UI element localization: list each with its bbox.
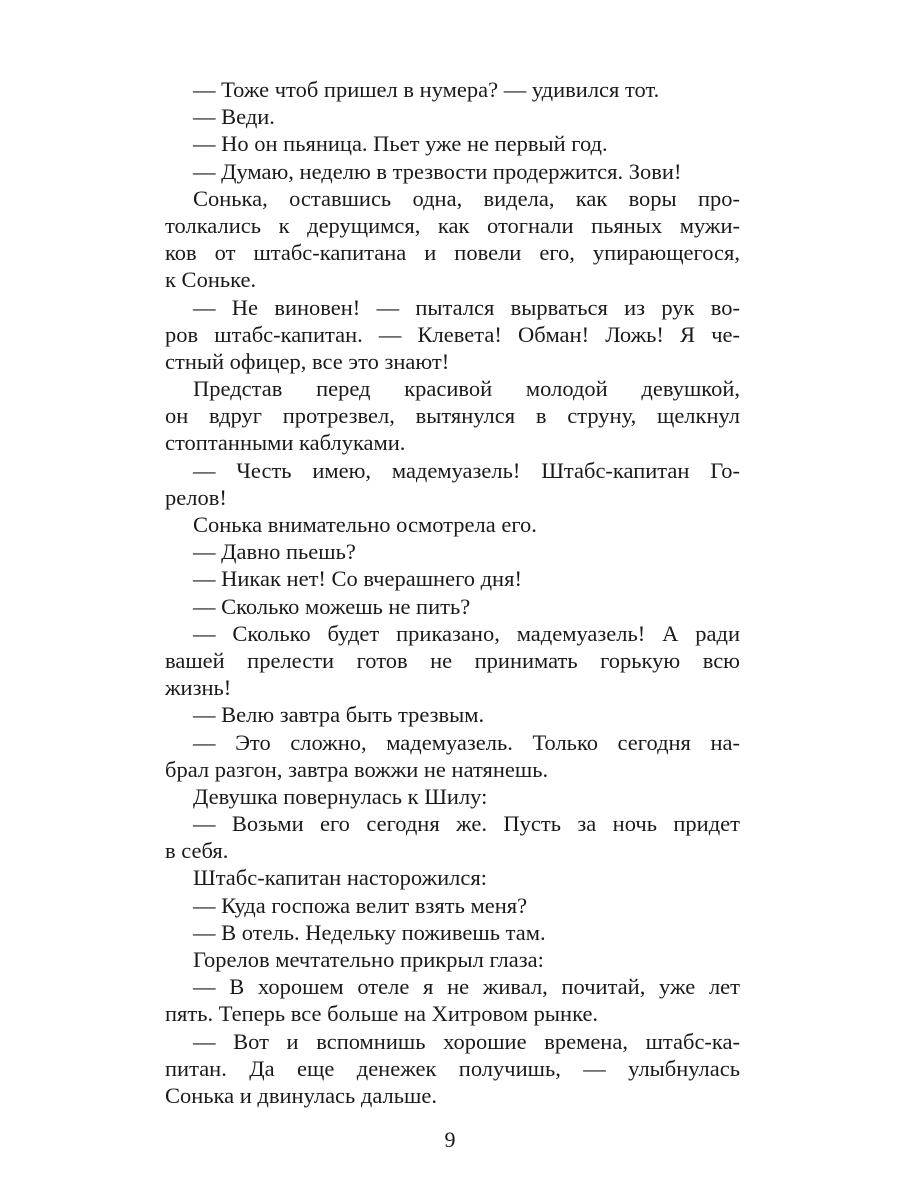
text-line: — Велю завтра быть трезвым.	[193, 702, 485, 728]
paragraph	[165, 864, 740, 891]
paragraph	[165, 457, 740, 511]
text-line: — Это сложно, мадемуазель. Только сегодня на-	[193, 729, 740, 755]
page-number: 9	[444, 1127, 456, 1152]
paragraph	[165, 1028, 740, 1110]
paragraph	[165, 810, 740, 864]
paragraph	[165, 538, 740, 565]
text-line: — Но он пьяница. Пьет уже не первый год.	[193, 131, 608, 157]
text-line: ров штабс-капитан. — Клевета! Обман! Ложь! Я че-	[165, 321, 740, 347]
text-line: жизнь!	[165, 675, 232, 701]
text-line: — В хорошем отеле я не живал, почитай, уже лет	[193, 974, 740, 1000]
text-line: — Давно пьешь?	[193, 539, 356, 565]
paragraph	[165, 892, 740, 919]
paragraph	[165, 103, 740, 130]
text-line: — Думаю, неделю в трезвости продержится. Зови!	[193, 158, 682, 184]
text-line: к Соньке.	[165, 267, 257, 293]
text-line: толкались к дерущимся, как отогнали пьяных мужи-	[165, 212, 740, 238]
text-line: питан. Да еще денежек получишь, — улыбнулась	[165, 1055, 740, 1081]
paragraph	[165, 76, 740, 103]
text-line: — Сколько будет приказано, мадемуазель! А ради	[193, 620, 740, 646]
text-line: Представ перед красивой молодой девушкой,	[193, 376, 740, 402]
text-line: Сонька внимательно осмотрела его.	[193, 512, 537, 537]
text-line: стоптанными каблуками.	[165, 430, 406, 456]
text-line: — Никак нет! Со вчерашнего дня!	[193, 566, 522, 592]
text-line: — Возьми его сегодня же. Пусть за ночь придет	[193, 811, 740, 837]
paragraph	[165, 511, 740, 538]
paragraph	[165, 130, 740, 157]
paragraph	[165, 593, 740, 620]
text-line: Штабс-капитан насторожился:	[193, 865, 487, 891]
text-line: релов!	[165, 484, 227, 510]
text-line: пять. Теперь все больше на Хитровом рынке.	[165, 1001, 599, 1027]
text-line: — Сколько можешь не пить?	[193, 593, 471, 619]
paragraph	[165, 158, 740, 185]
text-line: — Тоже чтоб пришел в нумера? — удивился тот.	[193, 77, 660, 102]
paragraph	[165, 620, 740, 702]
paragraph	[165, 946, 740, 973]
paragraph	[165, 185, 740, 294]
text-line: в себя.	[165, 838, 229, 864]
text-line: — Не виновен! — пытался вырваться из рук во-	[193, 294, 740, 320]
text-line: ков от штабс-капитана и повели его, упирающегося,	[165, 240, 740, 266]
paragraph	[165, 783, 740, 810]
text-line: стный офицер, все это знают!	[165, 348, 450, 374]
text-line: брал разгон, завтра вожжи не натянешь.	[165, 756, 549, 782]
text-line: — Честь имею, мадемуазель! Штабс-капитан Го-	[193, 457, 740, 483]
text-line: Сонька, оставшись одна, видела, как воры про-	[193, 185, 740, 211]
text-line: вашей прелести готов не принимать горькую всю	[165, 647, 740, 673]
page-body	[165, 76, 740, 1109]
text-line: — Вот и вспомнишь хорошие времена, штабс-ка-	[193, 1028, 740, 1054]
text-line: Девушка повернулась к Шилу:	[193, 783, 488, 809]
paragraph	[165, 375, 740, 457]
paragraph	[165, 294, 740, 376]
text-line: — Куда госпожа велит взять меня?	[193, 892, 528, 918]
paragraph	[165, 565, 740, 592]
text-line: — Веди.	[193, 104, 275, 130]
paragraph	[165, 919, 740, 946]
paragraph	[165, 729, 740, 783]
text-line: Горелов мечтательно прикрыл глаза:	[193, 947, 544, 972]
paragraph	[165, 701, 740, 728]
text-line: Сонька и двинулась дальше.	[165, 1082, 437, 1108]
paragraph	[165, 973, 740, 1027]
text-line: — В отель. Недельку поживешь там.	[193, 919, 546, 945]
text-line: он вдруг протрезвел, вытянулся в струну, щелкнул	[165, 403, 740, 429]
